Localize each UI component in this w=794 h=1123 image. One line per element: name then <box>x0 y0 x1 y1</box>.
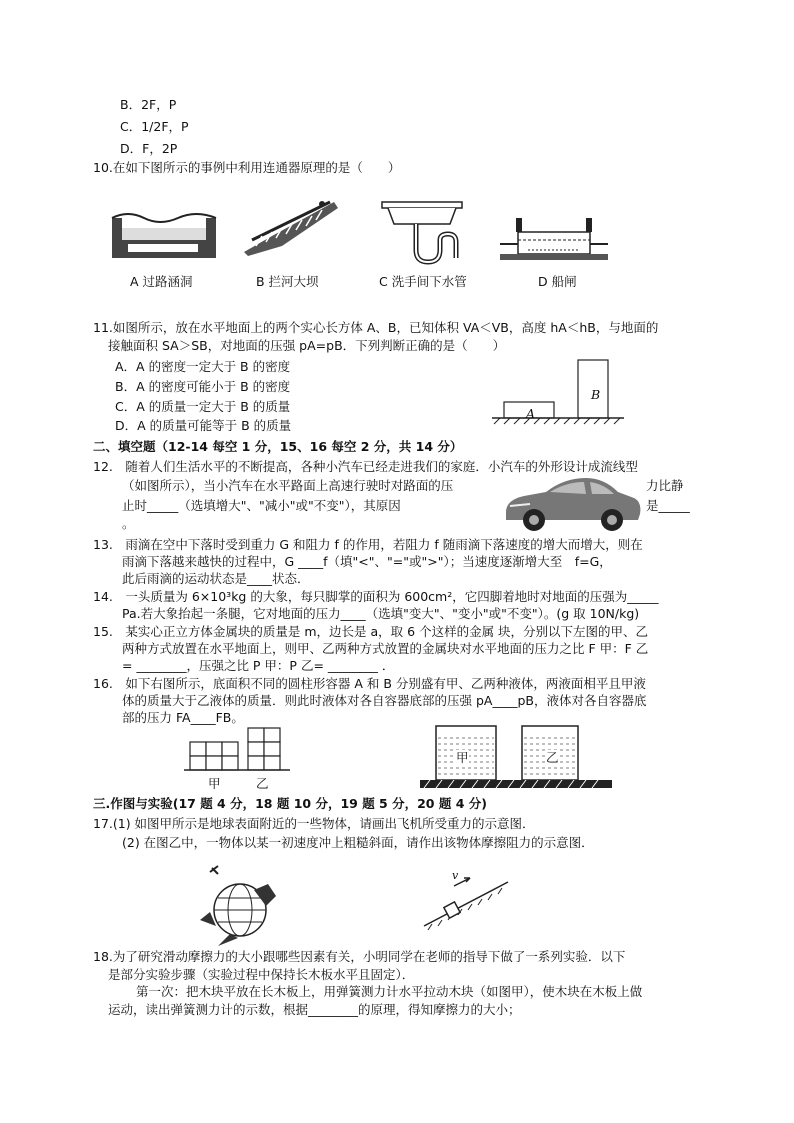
caption-a: A 过路涵洞 <box>130 274 193 289</box>
car-figure <box>500 470 645 536</box>
q17-line1: 17.(1) 如图甲所示是地球表面附近的一些物体，请画出飞机所受重力的示意图． <box>93 816 535 831</box>
q18-line3: 第一次：把木块平放在长木板上，用弹簧测力计水平拉动木块（如图甲），使木块在木板上做 <box>136 984 643 999</box>
q12-line3: 止时_____（选填增大"、"减小"或"不变"），其原因 <box>122 498 401 513</box>
cubes-figure <box>184 722 290 776</box>
q15-line3: = ________，压强之比 P 甲：P 乙= ________ ． <box>122 658 395 673</box>
q9-option-d: D．F，2P <box>120 141 178 156</box>
q13-line2: 雨滴下落越来越快的过程中，G ____f（填"<"、"="或">"）；当速度逐渐增大至 f=G， <box>122 554 612 569</box>
q15-line2: 两种方式放置在水平地面上，则甲、乙两种方式放置的金属块对水平地面的压力之比 F 甲：F 乙 <box>122 641 649 656</box>
q11-line2: 接触面积 SA＞SB，对地面的压强 pA=pB．下列判断正确的是（ ） <box>108 338 506 353</box>
container-label-jia: 甲 <box>456 750 469 765</box>
section2-heading: 二、填空题（12-14 每空 1 分，15、16 每空 2 分，共 14 分） <box>93 439 463 454</box>
q12-line2: （如图所示），当小汽车在水平路面上高速行驶时对路面的压 <box>122 478 454 493</box>
q16-line2: 体的质量大于乙液体的质量．则此时液体对各自容器底部的压强 pA____pB，液体对各自容器底 <box>122 693 647 708</box>
q15-line1: 15. 某实心正立方体金属块的质量是 m，边长是 a，取 6 个这样的金属 块，分别以下左图的甲、乙 <box>93 624 649 639</box>
q13-line1: 13. 雨滴在空中下落时受到重力 G 和阻力 f 的作用，若阻力 f 随雨滴下落速度的增大而增大，则在 <box>93 537 643 552</box>
q12-line4: 。 <box>122 516 135 531</box>
q17-line2: (2) 在图乙中，一物体以某一初速度冲上粗糙斜面，请作出该物体摩擦阻力的示意图． <box>122 835 594 850</box>
block-b-label: B <box>591 387 601 402</box>
section3-heading: 三.作图与实验(17 题 4 分，18 题 10 分，19 题 5 分，20 题 4 分) <box>93 796 487 811</box>
q10-stem: 10.在如下图所示的事例中利用连通器原理的是（ ） <box>93 160 401 175</box>
q18-line1: 18.为了研究滑动摩擦力的大小跟哪些因素有关，小明同学在老师的指导下做了一系列实验．以下 <box>93 949 626 964</box>
caption-d: D 船闸 <box>538 274 577 289</box>
container-label-yi: 乙 <box>546 750 559 765</box>
incline-figure <box>418 868 514 932</box>
ship-lock-figure <box>498 214 610 264</box>
caption-c: C 洗手间下水管 <box>379 274 467 289</box>
q11-option-a: A．A 的密度一定大于 B 的密度 <box>115 359 291 374</box>
q11-line1: 11.如图所示，放在水平地面上的两个实心长方体 A、B，已知体积 VA＜VB，高度 hA＜hB，与地面的 <box>93 320 659 335</box>
cubes-label-jia: 甲 <box>208 776 221 791</box>
cubes-label-yi: 乙 <box>256 776 269 791</box>
q16-line3: 部的压力 FA____FB。 <box>122 710 244 725</box>
q12-line1: 12. 随着人们生活水平的不断提高，各种小汽车已经走进我们的家庭．小汽车的外形设计成流线型 <box>93 459 638 474</box>
q18-line4: 运动，读出弹簧测力计的示数，根据________的原理，得知摩擦力的大小； <box>108 1002 521 1017</box>
sink-drain-figure <box>378 200 468 268</box>
dam-figure <box>242 196 340 258</box>
q12-line2-right: 力比静 <box>646 478 684 493</box>
velocity-label: v <box>452 869 459 882</box>
q9-option-c: C．1/2F，P <box>120 119 189 134</box>
containers-figure <box>420 722 612 790</box>
q14-line2: Pa.若大象抬起一条腿，它对地面的压力____（选填"变大"、"变小"或"不变"）。(g 取 10N/kg) <box>122 606 640 621</box>
q13-line3: 此后雨滴的运动状态是____状态． <box>122 571 310 586</box>
q9-option-b: B．2F，P <box>120 97 177 112</box>
q18-line2: 是部分实验步骤（实验过程中保持长木板水平且固定）． <box>108 967 415 982</box>
culvert-figure <box>108 210 220 262</box>
q16-line1: 16. 如下右图所示，底面积不同的圆柱形容器 A 和 B 分别盛有甲、乙两种液体，两液面相平且甲液 <box>93 676 646 691</box>
caption-b: B 拦河大坝 <box>256 274 319 289</box>
blocks-ab-figure <box>490 356 626 428</box>
q11-option-c: C．A 的质量一定大于 B 的质量 <box>115 399 291 414</box>
q12-line3-right: 是_____ <box>646 498 690 513</box>
block-a-label: A <box>526 406 536 421</box>
q11-option-d: D．A 的质量可能等于 B 的质量 <box>115 418 292 433</box>
earth-figure <box>196 862 286 948</box>
q14-line1: 14. 一头质量为 6×10³kg 的大象，每只脚掌的面积为 600cm²，它四脚着地时对地面的压强为_____ <box>93 589 659 604</box>
q11-option-b: B．A 的密度可能小于 B 的密度 <box>115 379 291 394</box>
